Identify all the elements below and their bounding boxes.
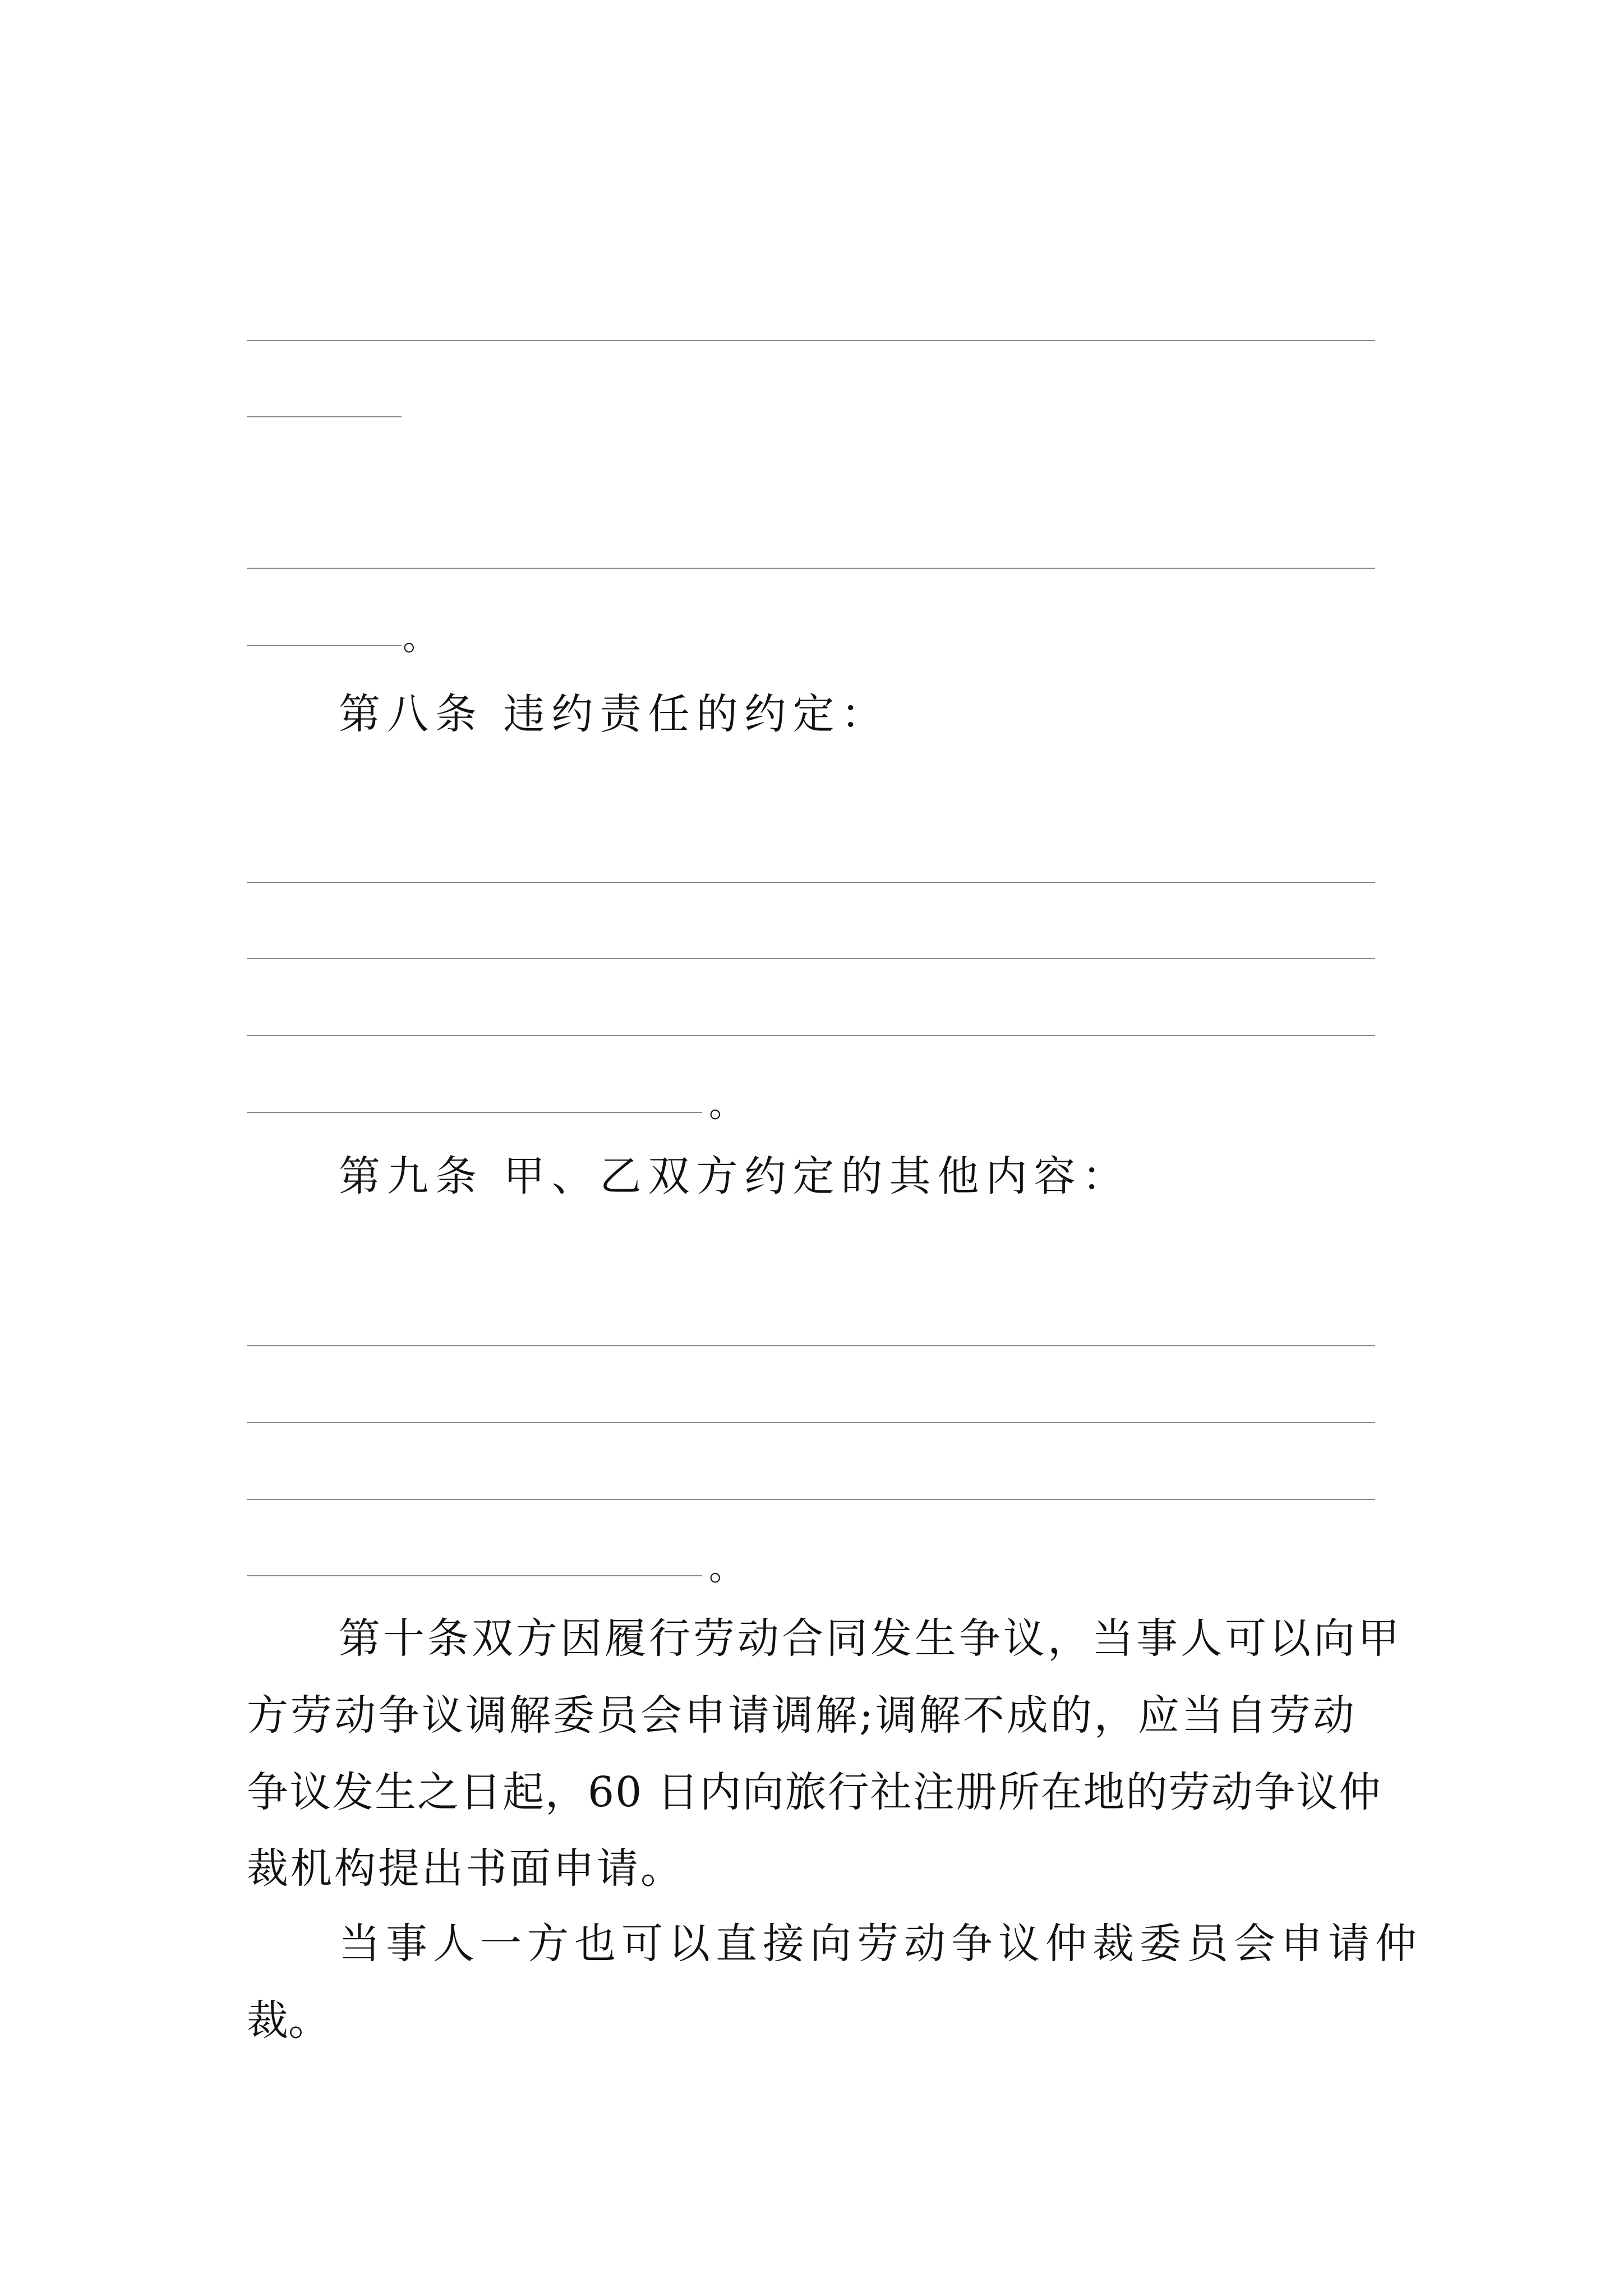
article-10-para2-line-2: 裁。 [247,1996,330,2045]
blank-line [247,958,1375,959]
blank-line [247,1112,702,1113]
blank-line [247,416,402,417]
article-10-para2-line-1: 当事人一方也可以直接向劳动争议仲裁委员会申请仲 [339,1920,1422,1968]
article-10-line-4: 裁机构提出书面申请。 [247,1844,684,1893]
blank-line [247,1035,1375,1036]
article-8-heading: 第八条 违约责任的约定： [339,690,889,738]
article-10-line-1: 第十条双方因履行劳动合同发生争议，当事人可以向甲 [339,1614,1402,1663]
blank-line [247,1499,1375,1500]
blank-line [247,645,402,646]
article-10-line-3: 争议发生之日起，60 日内向旅行社注册所在地的劳动争议仲 [247,1768,1382,1816]
period-mark: 。 [709,1084,744,1125]
blank-line [247,882,1375,883]
article-10-line-2: 方劳动争议调解委员会申请调解;调解不成的，应当自劳动 [247,1691,1357,1740]
blank-line [247,340,1375,341]
blank-line [247,1575,702,1576]
blank-line [247,1422,1375,1423]
article-9-heading: 第九条 甲、乙双方约定的其他内容： [339,1152,1131,1200]
blank-line [247,1345,1375,1346]
period-mark: 。 [709,1547,744,1588]
blank-line [247,568,1375,569]
period-mark: 。 [403,617,438,658]
